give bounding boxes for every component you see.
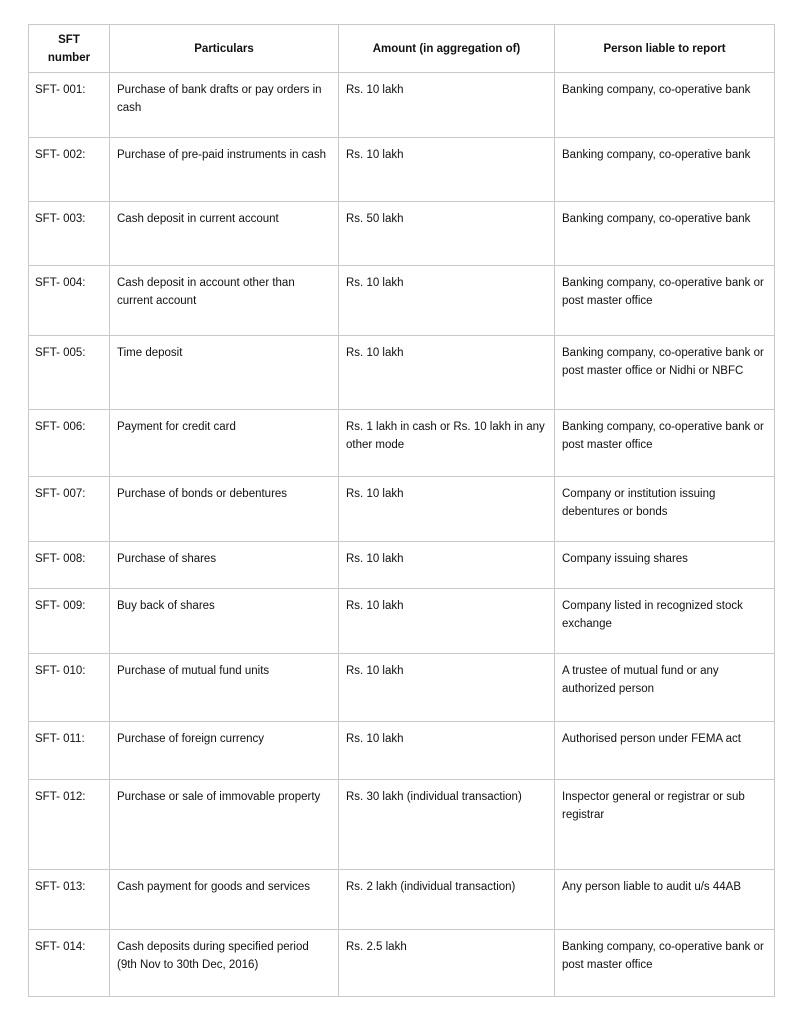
person-liable-cell: Any person liable to audit u/s 44AB	[555, 870, 775, 930]
person-liable-cell: Banking company, co-operative bank	[555, 202, 775, 266]
sft-number-cell: SFT- 001:	[29, 73, 110, 138]
sft-number-cell: SFT- 002:	[29, 138, 110, 202]
person-liable-cell: Banking company, co-operative bank or post master office or Nidhi or NBFC	[555, 336, 775, 410]
person-liable-cell: Company or institution issuing debentures or bonds	[555, 477, 775, 542]
amount-cell: Rs. 10 lakh	[339, 266, 555, 336]
sft-number-cell: SFT- 012:	[29, 780, 110, 870]
table-row	[29, 589, 775, 654]
person-liable-cell: Company listed in recognized stock exchange	[555, 589, 775, 654]
person-liable-cell: Banking company, co-operative bank or post master office	[555, 930, 775, 997]
person-liable-cell: A trustee of mutual fund or any authorized person	[555, 654, 775, 722]
particulars-cell: Buy back of shares	[110, 589, 339, 654]
table-row	[29, 202, 775, 266]
particulars-cell: Purchase of bonds or debentures	[110, 477, 339, 542]
particulars-cell: Cash payment for goods and services	[110, 870, 339, 930]
particulars-cell: Cash deposit in current account	[110, 202, 339, 266]
amount-cell: Rs. 2.5 lakh	[339, 930, 555, 997]
header-row	[29, 25, 775, 73]
amount-cell: Rs. 10 lakh	[339, 336, 555, 410]
particulars-cell: Purchase of foreign currency	[110, 722, 339, 780]
table-row	[29, 542, 775, 589]
table-row	[29, 410, 775, 477]
table-row	[29, 870, 775, 930]
header-particulars: Particulars	[110, 25, 339, 73]
header-person-liable: Person liable to report	[555, 25, 775, 73]
particulars-cell: Cash deposits during specified period (9th Nov to 30th Dec, 2016)	[110, 930, 339, 997]
sft-number-cell: SFT- 004:	[29, 266, 110, 336]
sft-number-cell: SFT- 007:	[29, 477, 110, 542]
person-liable-cell: Banking company, co-operative bank	[555, 138, 775, 202]
person-liable-cell: Banking company, co-operative bank	[555, 73, 775, 138]
particulars-cell: Time deposit	[110, 336, 339, 410]
header-amount: Amount (in aggregation of)	[339, 25, 555, 73]
amount-cell: Rs. 10 lakh	[339, 654, 555, 722]
table-row	[29, 722, 775, 780]
amount-cell: Rs. 10 lakh	[339, 722, 555, 780]
amount-cell: Rs. 50 lakh	[339, 202, 555, 266]
amount-cell: Rs. 10 lakh	[339, 138, 555, 202]
amount-cell: Rs. 1 lakh in cash or Rs. 10 lakh in any other mode	[339, 410, 555, 477]
person-liable-cell: Banking company, co-operative bank or post master office	[555, 410, 775, 477]
particulars-cell: Purchase or sale of immovable property	[110, 780, 339, 870]
sft-number-cell: SFT- 003:	[29, 202, 110, 266]
amount-cell: Rs. 10 lakh	[339, 589, 555, 654]
sft-number-cell: SFT- 014:	[29, 930, 110, 997]
amount-cell: Rs. 30 lakh (individual transaction)	[339, 780, 555, 870]
table-row	[29, 477, 775, 542]
sft-number-cell: SFT- 005:	[29, 336, 110, 410]
particulars-cell: Purchase of bank drafts or pay orders in cash	[110, 73, 339, 138]
person-liable-cell: Authorised person under FEMA act	[555, 722, 775, 780]
table-row	[29, 930, 775, 997]
sft-number-cell: SFT- 013:	[29, 870, 110, 930]
sft-number-cell: SFT- 011:	[29, 722, 110, 780]
particulars-cell: Cash deposit in account other than current account	[110, 266, 339, 336]
table-row	[29, 73, 775, 138]
table-row	[29, 138, 775, 202]
person-liable-cell: Inspector general or registrar or sub registrar	[555, 780, 775, 870]
amount-cell: Rs. 10 lakh	[339, 73, 555, 138]
table-row	[29, 266, 775, 336]
header-sft-number: SFT number	[29, 25, 110, 73]
table-row	[29, 336, 775, 410]
particulars-cell: Payment for credit card	[110, 410, 339, 477]
sft-number-cell: SFT- 009:	[29, 589, 110, 654]
person-liable-cell: Company issuing shares	[555, 542, 775, 589]
sft-number-cell: SFT- 006:	[29, 410, 110, 477]
particulars-cell: Purchase of pre-paid instruments in cash	[110, 138, 339, 202]
person-liable-cell: Banking company, co-operative bank or post master office	[555, 266, 775, 336]
table-row	[29, 654, 775, 722]
sft-number-cell: SFT- 010:	[29, 654, 110, 722]
particulars-cell: Purchase of shares	[110, 542, 339, 589]
amount-cell: Rs. 10 lakh	[339, 477, 555, 542]
table-row	[29, 780, 775, 870]
amount-cell: Rs. 10 lakh	[339, 542, 555, 589]
amount-cell: Rs. 2 lakh (individual transaction)	[339, 870, 555, 930]
sft-number-cell: SFT- 008:	[29, 542, 110, 589]
sft-table	[28, 24, 775, 997]
particulars-cell: Purchase of mutual fund units	[110, 654, 339, 722]
